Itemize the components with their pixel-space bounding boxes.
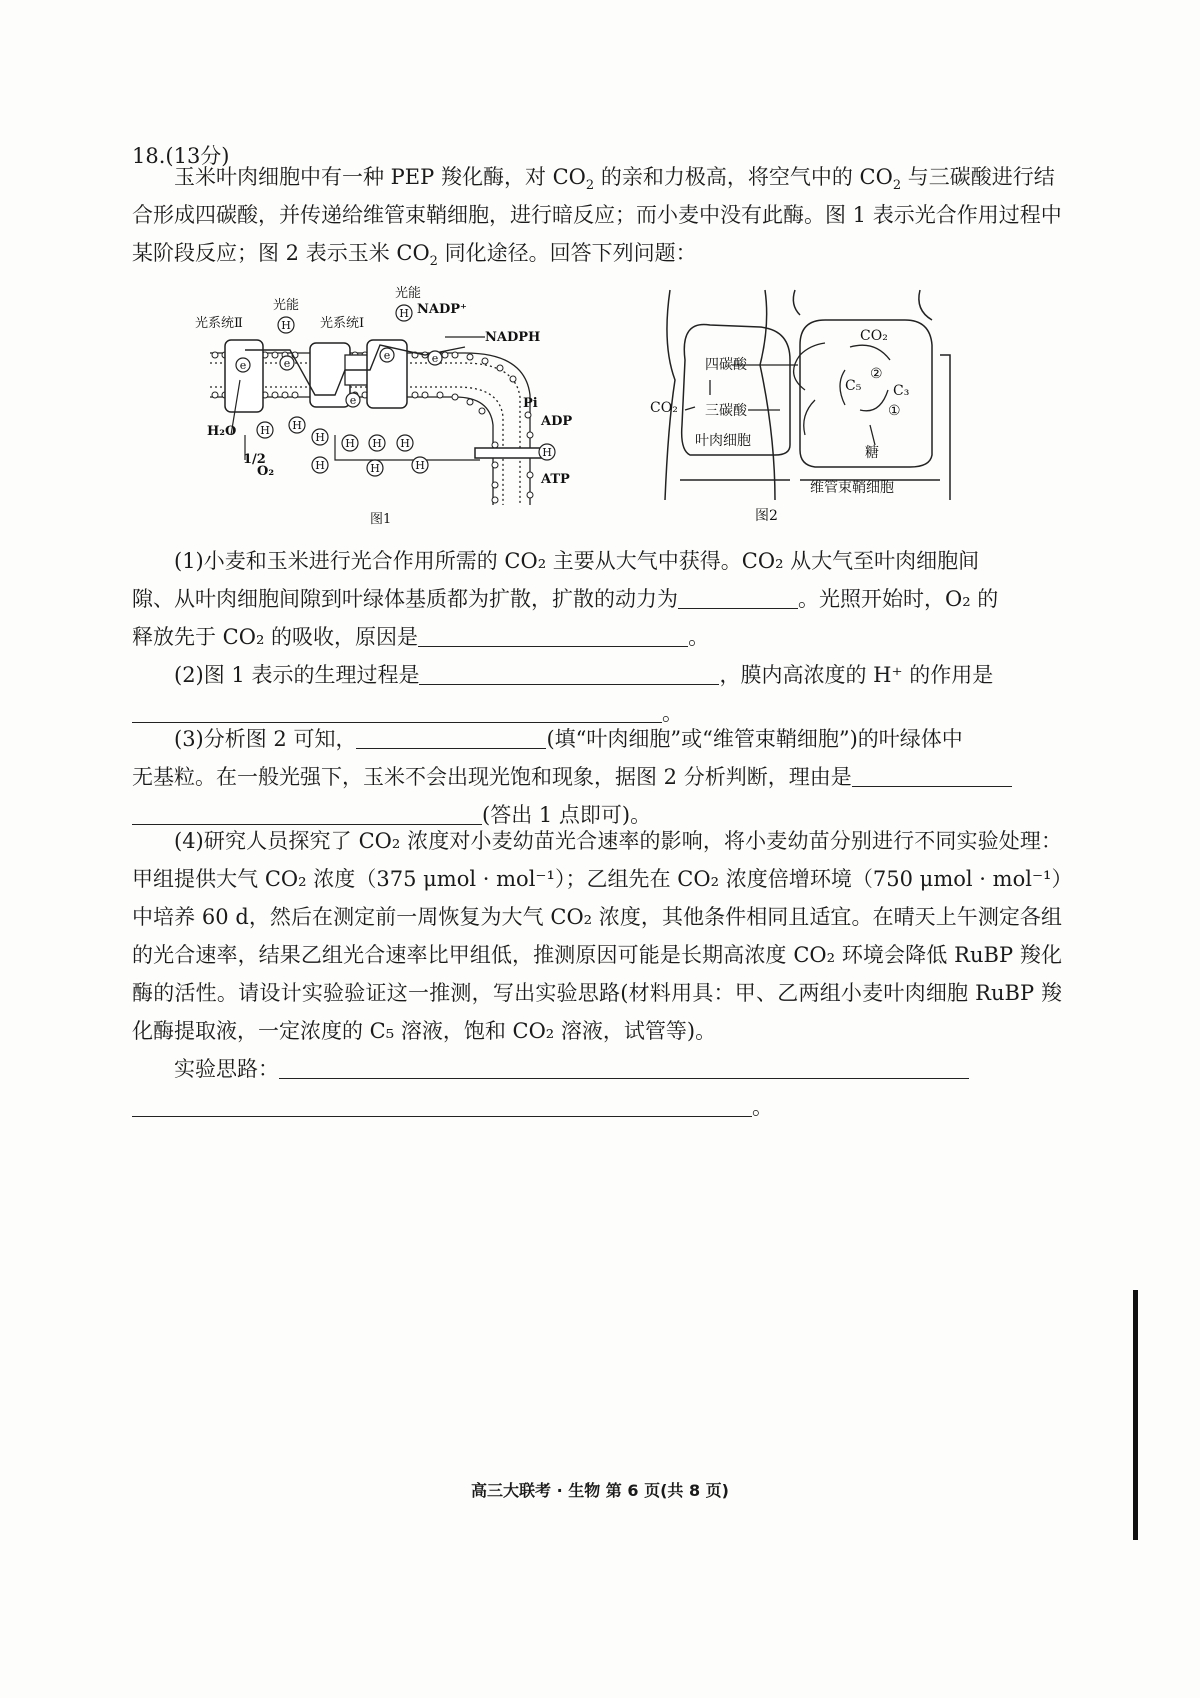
water-label: H₂O: [207, 424, 237, 439]
question-intro: [132, 158, 1062, 272]
electron-label: e: [383, 349, 391, 362]
electron-label: e: [349, 394, 357, 407]
h-ion-label: H: [399, 307, 409, 320]
electron-label: e: [239, 359, 247, 372]
figure-2-co2-pathway-diagram: [650, 285, 990, 535]
co2-label: CO₂: [650, 400, 678, 416]
figure-1-caption: 图1: [370, 512, 392, 527]
c3-acid-label: 三碳酸: [705, 403, 747, 419]
intro-sub: 2: [429, 254, 438, 270]
q3-line3-end: (答出 1 点即可)。: [482, 803, 652, 827]
h-ion-label: H: [292, 419, 302, 432]
answer-blank[interactable]: [132, 1096, 752, 1117]
figure-2-caption: 图2: [755, 508, 778, 524]
atp-label: ATP: [541, 472, 570, 487]
light-energy-label: 光能: [273, 298, 300, 313]
c4-acid-label: 四碳酸: [705, 357, 747, 373]
q4-answer-label: 实验思路：: [174, 1057, 279, 1081]
q1-line3-end: 。: [688, 625, 710, 649]
q2-line1-end: ，膜内高浓度的 H⁺ 的作用是: [719, 663, 994, 687]
q1-line1: (1)小麦和玉米进行光合作用所需的 CO₂ 主要从大气中获得。CO₂ 从大气至叶肉细胞间: [174, 549, 980, 573]
nadph-label: NADPH: [485, 330, 541, 345]
h-ion-label: H: [400, 437, 410, 450]
psii-complex: [225, 340, 263, 412]
q1-block: [132, 542, 1062, 656]
h-ion-label: H: [281, 319, 291, 332]
h-ion-label: H: [370, 462, 380, 475]
answer-blank[interactable]: [852, 766, 1012, 787]
scan-edge: [1133, 1290, 1138, 1540]
h-ion-label: H: [315, 431, 325, 444]
q4-end: 。: [752, 1095, 773, 1119]
electron-label: e: [283, 357, 291, 370]
q2-line2-end: 。: [662, 701, 683, 725]
q4-text: (4)研究人员探究了 CO₂ 浓度对小麦幼苗光合速率的影响，将小麦幼苗分别进行不同实验处理：甲组提供大气 CO₂ 浓度（375 μmol · mol⁻¹）；乙组先在 CO₂ 浓度倍增环境（750 μmol · mol⁻¹）中培养 60 d，然后在测定前一周恢复为大气 CO₂ 浓度，其他条件相同且适宜。在晴天上午测定各组的光合速率，结果乙组光合速率比甲组低，推测原因可能是长期高浓度 CO₂ 环境会降低 RuBP 羧化酶的活性。请设计实验验证这一推测，写出实验思路(材料用具：甲、乙两组小麦叶肉细胞 RuBP 羧化酶提取液，一定浓度的 C₅ 溶液，饱和 CO₂ 溶液，试管等)。: [132, 829, 1062, 1043]
page-footer: 高三大联考 · 生物 第 6 页(共 8 页): [471, 1481, 729, 1500]
sugar-label: 糖: [865, 445, 879, 461]
step-2-label: ②: [870, 366, 883, 382]
mesophyll-label: 叶肉细胞: [695, 433, 751, 449]
question-number: 18.(13分): [132, 144, 230, 168]
adp-label: ADP: [541, 414, 573, 429]
q2-line1: (2)图 1 表示的生理过程是: [174, 663, 420, 687]
intro-part: 与三碳酸进行结合形成四碳酸，并传递给维管束鞘细胞，进行暗反应；而小麦中没有此酶。图 1 表示光合作用过程中某阶段反应；图 2 表示玉米 CO: [132, 165, 1062, 265]
intro-part: 同化途径。回答下列问题：: [437, 241, 697, 265]
h-ion-label: H: [315, 459, 325, 472]
nadp-label: NADP⁺: [417, 302, 467, 317]
h-ion-label: H: [372, 437, 382, 450]
q3-line1-end: (填“叶肉细胞”或“维管束鞘细胞”)的叶绿体中: [546, 727, 963, 751]
c3-label: C₃: [893, 383, 910, 399]
co2-label: CO₂: [860, 328, 888, 344]
answer-blank[interactable]: [418, 626, 688, 647]
step-1-label: ①: [888, 403, 901, 419]
q3-line2: 无基粒。在一般光强下，玉米不会出现光饱和现象，据图 2 分析判断，理由是: [132, 765, 852, 789]
figure-1-thylakoid-diagram: [195, 285, 615, 535]
pi-label: Pi: [523, 396, 538, 411]
oxygen-label: O₂: [257, 464, 275, 479]
answer-blank[interactable]: [419, 664, 719, 685]
bundle-sheath-label: 维管束鞘细胞: [810, 480, 894, 496]
answer-blank[interactable]: [279, 1058, 969, 1079]
intro-sub: 2: [585, 178, 595, 194]
electron-label: e: [431, 352, 439, 365]
q1-line2: 隙、从叶肉细胞间隙到叶绿体基质都为扩散，扩散的动力为: [132, 587, 678, 611]
intro-part: 玉米叶肉细胞中有一种 PEP 羧化酶，对 CO: [174, 165, 586, 189]
h-ion-label: H: [260, 424, 270, 437]
c5-label: C₅: [845, 378, 862, 394]
intro-part: 的亲和力极高，将空气中的 CO: [594, 165, 893, 189]
half-label: 1/2: [243, 452, 266, 467]
ps2-label: 光系统Ⅱ: [195, 316, 243, 331]
ps1-label: 光系统Ⅰ: [320, 316, 365, 331]
q3-block: [132, 720, 1062, 834]
h-ion-label: H: [345, 437, 355, 450]
h-ion-label: H: [415, 459, 425, 472]
h-ion-label: H: [542, 446, 552, 459]
q4-block: [132, 822, 1062, 1126]
q1-line2-end: 。光照开始时，O₂ 的: [798, 587, 999, 611]
cytochrome-complex: [310, 343, 350, 407]
answer-blank[interactable]: [678, 588, 798, 609]
answer-blank[interactable]: [356, 728, 546, 749]
q1-line3: 释放先于 CO₂ 的吸收，原因是: [132, 625, 419, 649]
light-energy-label: 光能: [395, 286, 422, 301]
intro-sub: 2: [892, 178, 902, 194]
q3-line1: (3)分析图 2 可知，: [174, 727, 357, 751]
